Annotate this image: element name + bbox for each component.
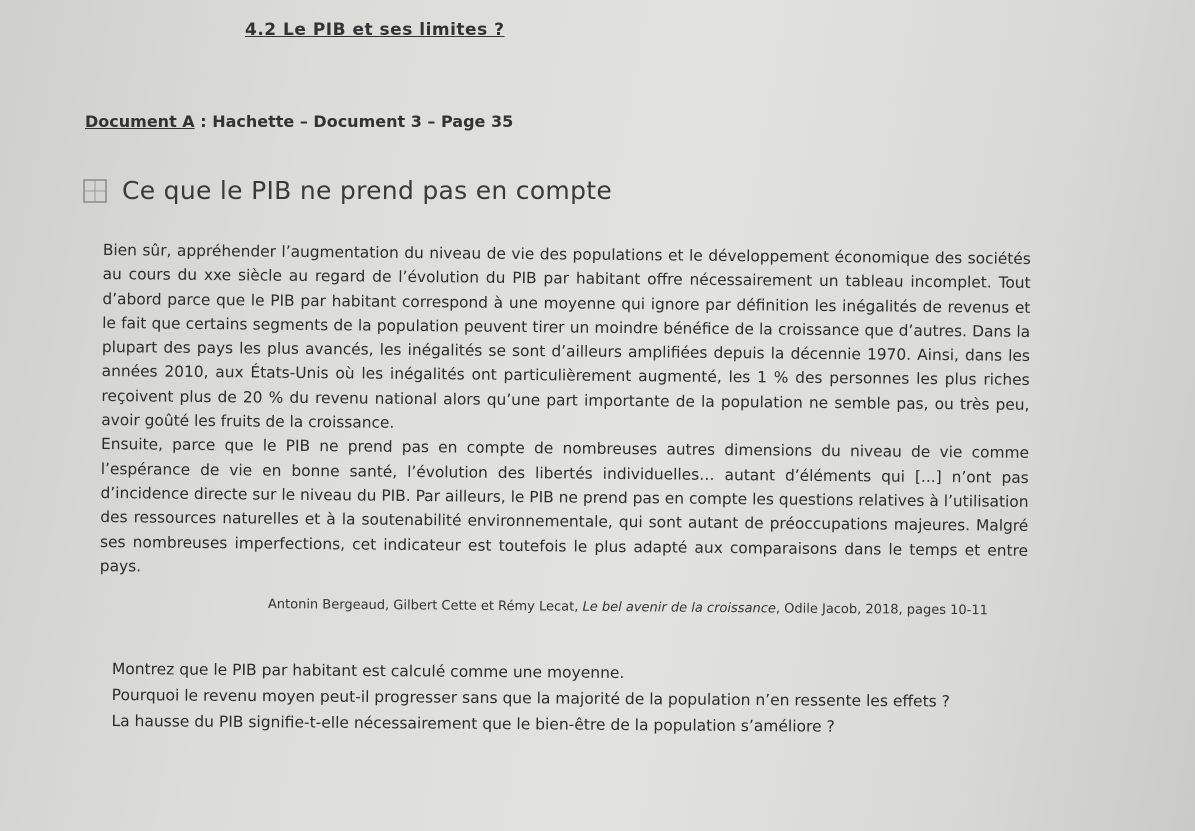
document-heading-text: Ce que le PIB ne prend pas en compte [122,176,613,205]
section-title: 4.2 Le PIB et ses limites ? [245,20,505,40]
document-heading [82,176,612,205]
questions-list [111,656,950,741]
citation-authors: Antonin Bergeaud, Gilbert Cette et Rémy Lecat, [267,597,583,615]
document-icon [82,178,108,204]
document-label: Document A [85,112,195,131]
citation-title: Le bel avenir de la croissance [582,599,776,617]
question-3: La hausse du PIB signifie-t-elle nécessairement que le bien-être de la population s’améliore ? [111,711,835,736]
citation-rest: , Odile Jacob, 2018, pages 10-11 [775,601,989,619]
citation [268,597,988,618]
question-2: Pourquoi le revenu moyen peut-il progresser sans que la majorité de la population n’en ressente les effets ? [111,685,951,711]
document-source-text: : Hachette – Document 3 – Page 35 [194,112,514,131]
paragraph-1: Bien sûr, appréhender l’augmentation du niveau de vie des populations et le développement économique des sociétés au cours du xxe siècle au regard de l’évolution du PIB par habitant offre nécessairement un tableau incomplet. Tout d’abord parce que le PIB par habitant correspond à une moyenne qui ignore par définition les inégalités de revenus et le fait que certains segments de la population peuvent tirer un moindre bénéfice de la croissance que d’autres. Dans la plupart des pays les plus avancés, les inégalités se sont d’ailleurs amplifiées depuis la décennie 1970. Ainsi, dans les années 2010, aux États-Unis où les inégalités ont particulièrement augmenté, les 1 % des personnes les plus riches reçoivent plus de 20 % du revenu national alors qu’une part importante de la population ne semble pas, ou très peu, avoir goûté les fruits de la croissance. [101,240,1031,432]
document-body [100,238,1031,587]
document-source [85,112,513,131]
paragraph-2: Ensuite, parce que le PIB ne prend pas en compte de nombreuses autres dimensions du niveau de vie comme l’espérance de vie en bonne santé, l’évolution des libertés individuelles… autant d’éléments qui [...] n’ont pas d’incidence directe sur le niveau du PIB. Par ailleurs, le PIB ne prend pas en compte les questions relatives à l’utilisation des ressources naturelles et à la soutenabilité environnementale, qui sont autant de préoccupations majeures. Malgré ses nombreuses imperfections, cet indicateur est toutefois le plus adapté aux comparaisons dans le temps et entre pays. [99,435,1030,576]
question-1: Montrez que le PIB par habitant est calculé comme une moyenne. [111,659,625,683]
